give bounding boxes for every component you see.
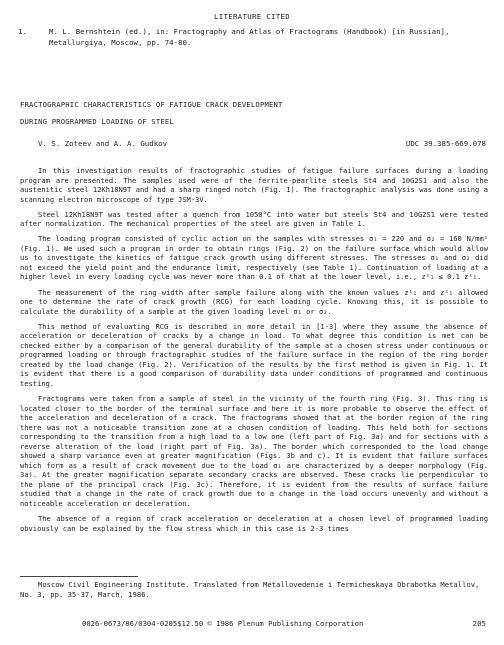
body-paragraph-4: The measurement of the ring width after sample failure along with the known values z¹₁ and z²₁ allowed one to determine the rate of crack growth (RCG) for each loading cycle. Knowing this, it is possible to calculate the durability of a sample at the given loading level σ₁ or σ₂. (20, 287, 488, 316)
reference-number: 1. (18, 27, 27, 36)
article-authors: V. S. Zoteev and A. A. Gudkov (38, 139, 168, 148)
article-title-line-1: FRACTOGRAPHIC CHARACTERISTICS OF FATIGUE CRACK DEVELOPMENT (20, 100, 283, 109)
article-body (20, 166, 488, 539)
body-paragraph-1: In this investigation results of fractographic studies of fatigue failure surfaces during a loading program are presented. The samples used were of the ferrite-pearlite steels St4 and 10G2S1 and also the austenitic steel 12Kh18N9T and had a sharp ringed notch (Fig. 1). The fractographic analysis was done using a scanning electron microscope of type JSM-3V. (20, 166, 488, 204)
body-paragraph-2: Steel 12Kh18N9T was tested after a quench from 1050°C into water but steels St4 and 10G2S1 were tested after normalization. The mechanical properties of the steel are given in Table 1. (20, 209, 488, 229)
udc-code: UDC 39.385-669.078 (405, 139, 486, 148)
body-paragraph-6: Fractograms were taken from a sample of steel in the vicinity of the fourth ring (Fig. 3). This ring is located closer to the border of the terminal surface and here it is more probable to observe the effect of the acceleration and deceleration of a crack. The fractograms showed that at the border region of the ring there was not a noticeable transition zone at a chosen condition of loading. This held both for sections corresponding to the transition from a high load to a low one (left part of Fig. 3a) and for sections with a reverse alteration of the load (right part of Fig. 3a). The border which corresponded to the load change showed a sharp variance even at greater magnification (Figs. 3b and c). It is evident that failure surfaces which form as a result of crack movement due to the load σ₁ are characterized by a deeper morphology (Fig. 3a). At the greater magnification separate secondary cracks are observed. These cracks lie perpendicular to the plane of the principal crack (Fig. 3c). Therefore, it is evident from the results of surface failure studied that a change in the rate of crack growth due to a change in the load occurs unevenly and without a noticeable acceleration or deceleration. (20, 393, 488, 508)
footnote-divider (20, 576, 138, 577)
reference-text: M. L. Bernshtein (ed.), in: Fractography and Atlas of Fractograms (Handbook) [in Russian], Metallurgiya, Moscow, pp. 74-80. (49, 27, 450, 47)
footnote-affiliation: Moscow Civil Engineering Institute. Translated from Metallovedenie i Termicheskaya Obrabotka Metallov, No. 3, pp. 35-37, March, 1986. (20, 580, 480, 599)
copyright-line: 0026-0673/86/0304-0205$12.50 © 1986 Plenum Publishing Corporation (82, 619, 364, 628)
body-paragraph-3: The loading program consisted of cyclic action on the samples with stresses σ₁ = 220 and σ₂ = 160 N/mm² (Fig. 1). We used such a program in order to obtain rings (Fig. 2) on the failure surface which would allow us to investigate the kinetics of fatigue crack growth using different stresses. The stresses σ₁ and σ₂ did not exceed the yield point and the endurance limit, respectively (see Table 1). Continuation of loading at a higher level in every loading cycle was never more than 0.1 of that at the lower level, i.e., z¹₁ ≤ 0.1 z²₁. (20, 234, 488, 282)
page-number: 205 (472, 619, 486, 628)
literature-cited-heading: LITERATURE CITED (214, 12, 290, 21)
body-paragraph-5: This method of evaluating RCG is described in more detail in [1-3] where they assume the absence of acceleration or deceleration of cracks by a change in load. To what degree this condition is met can be checked either by a comparison of the general durability of the sample at a chosen stress under continuous or programmed loading or through fractographic studies of the failure surface in the region of the ring border created by the load change (Fig. 2). Verification of the results by the first method is given in Fig. 1. It is evident that there is a good comparison of durability data under conditions of programmed and continuous testing. (20, 321, 488, 388)
article-title-line-2: DURING PROGRAMMED LOADING OF STEEL (20, 117, 174, 126)
body-paragraph-7: The absence of a region of crack acceleration or deceleration at a chosen level of programmed loading obviously can be explained by the flow stress which in this case is 2-3 times (20, 514, 488, 533)
